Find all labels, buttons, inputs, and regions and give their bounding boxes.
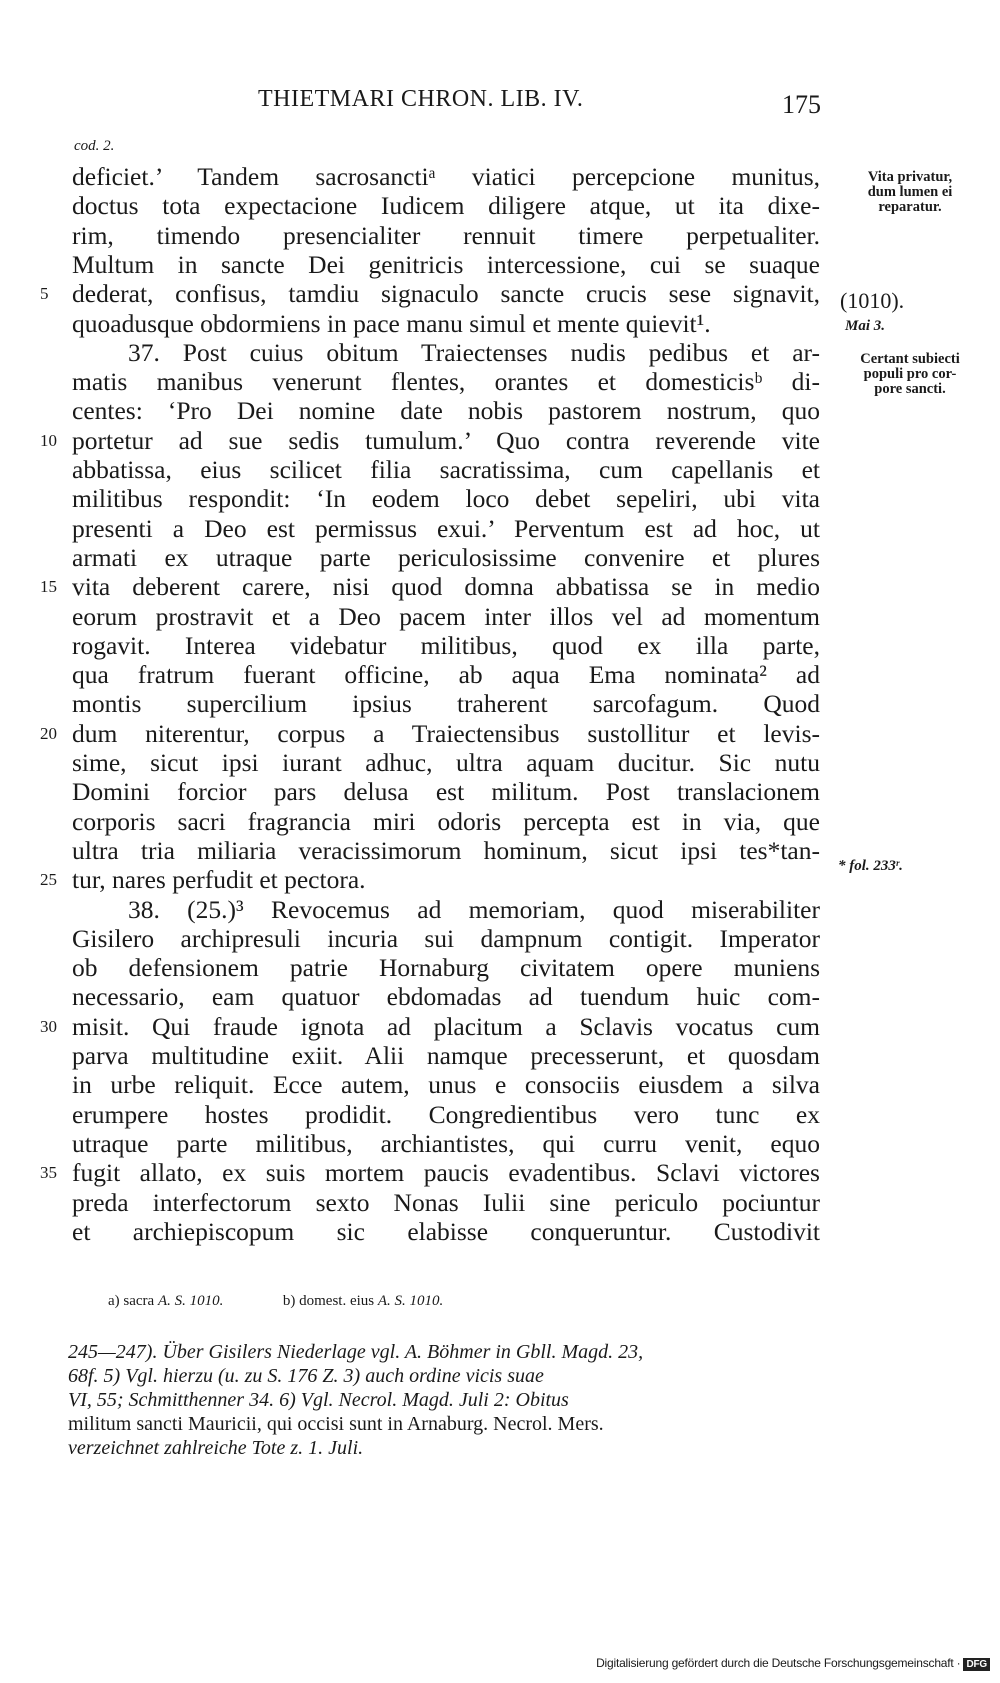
line-number: 5 (40, 284, 49, 303)
dfg-logo: DFG (963, 1658, 990, 1671)
body-line: presenti a Deo est permissus exui.’ Perventum est ad hoc, ut (72, 514, 820, 543)
body-line: matis manibus venerunt flentes, orantes et domesticisᵇ di- (72, 367, 820, 396)
body-line: Gisilero archipresuli incuria sui dampnum contigit. Imperator (72, 924, 820, 953)
line-number: 15 (40, 577, 57, 596)
body-line: ultra tria miliaria veracissimorum hominum, sicut ipsi tes*tan- (72, 836, 820, 865)
apparatus-b-label: b) domest. eius (282, 1293, 375, 1309)
body-line: 38. (25.)³ Revocemus ad memoriam, quod miserabiliter (128, 895, 820, 924)
apparatus-a-label: a) sacra (108, 1293, 155, 1309)
body-line: misit. Qui fraude ignota ad placitum a Sclavis vocatus cum (72, 1012, 820, 1041)
body-line: armati ex utraque parte periculosissime convenire et plures (72, 543, 820, 572)
body-line: tur, nares perfudit et pectora. (72, 865, 366, 894)
body-line: Multum in sancte Dei genitricis intercessione, cui se suaque (72, 250, 820, 279)
body-line: erumpere hostes prodidit. Congredientibus vero tunc ex (72, 1100, 820, 1129)
apparatus (108, 1293, 868, 1310)
body-line: ob defensionem patrie Hornaburg civitatem opere muniens (72, 953, 820, 982)
running-title: THIETMARI CHRON. LIB. IV. (258, 86, 584, 112)
margin-note-line: dum lumen ei (867, 184, 953, 200)
page-number: 175 (782, 90, 821, 119)
body-line: sime, sicut ipsi iurant adhuc, ultra aquam ducitur. Sic nutu (72, 748, 820, 777)
margin-note-line: Vita privatur, (867, 169, 953, 185)
line-number: 20 (40, 724, 57, 743)
footnote-line: verzeichnet zahlreiche Tote z. 1. Juli. (68, 1437, 364, 1459)
footnote-line: 68f. 5) Vgl. hierzu (u. zu S. 176 Z. 3) auch ordine vicis suae (68, 1365, 544, 1387)
body-line: necessario, eam quatuor ebdomadas ad tuendum huic com- (72, 982, 820, 1011)
body-line: abbatissa, eius scilicet filia sacratissima, cum capellanis et (72, 455, 820, 484)
margin-note-line: populi pro cor- (863, 366, 957, 382)
body-line: fugit allato, ex suis mortem paucis evadentibus. Sclavi victores (72, 1158, 820, 1187)
body-line: parva multitudine exiit. Alii namque precesserunt, et quosdam (72, 1041, 820, 1070)
line-number: 30 (40, 1017, 57, 1036)
body-line: portetur ad sue sedis tumulum.’ Quo contra reverende vite (72, 426, 820, 455)
margin-note-line: Certant subiecti (860, 351, 960, 367)
body-line: dum niterentur, corpus a Traiectensibus sustollitur et levis- (72, 719, 820, 748)
body-line: utraque parte militibus, archiantistes, qui curru venit, equo (72, 1129, 820, 1158)
body-line: deficiet.’ Tandem sacrosanctiᵃ viatici percepcione munitus, (72, 162, 820, 191)
body-line: Domini forcior pars delusa est militum. Post translacionem (72, 777, 820, 806)
body-line: preda interfectorum sexto Nonas Iulii sine periculo pociuntur (72, 1188, 820, 1217)
body-line: montis supercilium ipsius traherent sarcofagum. Quod (72, 689, 820, 718)
body-line: qua fratrum fuerant officine, ab aqua Ema nominata² ad (72, 660, 820, 689)
margin-date: (1010). (840, 288, 905, 313)
body-line: in urbe reliquit. Ecce autem, unus e consociis eiusdem a silva (72, 1070, 820, 1099)
footnote-line: militum sancti Mauricii, qui occisi sunt in Arnaburg. Necrol. Mers. (68, 1413, 604, 1435)
body-line: centes: ‘Pro Dei nomine date nobis pastorem nostrum, quo (72, 396, 820, 425)
line-number: 10 (40, 431, 57, 450)
body-line: quoadusque obdormiens in pace manu simul et mente quievit¹. (72, 309, 711, 338)
line-number: 25 (40, 870, 57, 889)
margin-note-line: reparatur. (878, 199, 942, 215)
credit-text: Digitalisierung gefördert durch die Deutsche Forschungsgemeinschaft · (596, 1656, 961, 1670)
margin-date-day: Mai 3. (845, 318, 886, 334)
apparatus-b-ref: A. S. 1010. (377, 1293, 444, 1309)
body-line: rogavit. Interea videbatur militibus, quod ex illa parte, (72, 631, 820, 660)
body-line: militibus respondit: ‘In eodem loco debet sepeliri, ubi vita (72, 484, 820, 513)
apparatus-a-ref: A. S. 1010. (157, 1293, 224, 1309)
body-line: 37. Post cuius obitum Traiectenses nudis pedibus et ar- (128, 338, 820, 367)
digitization-credit (596, 1656, 990, 1671)
margin-note-certant (830, 352, 990, 397)
margin-note-vita (830, 170, 990, 215)
body-line: eorum prostravit et a Deo pacem inter illos vel ad momentum (72, 602, 820, 631)
margin-note-line: pore sancti. (874, 381, 946, 397)
body-line: vita deberent carere, nisi quod domna abbatissa se in medio (72, 572, 820, 601)
codex-note: cod. 2. (74, 138, 115, 154)
body-line: rim, timendo presencialiter rennuit timere perpetualiter. (72, 221, 820, 250)
footnote-line: 245—247). Über Gisilers Niederlage vgl. A. Böhmer in Gbll. Magd. 23, (68, 1341, 644, 1363)
body-line: doctus tota expectacione Iudicem diligere atque, ut ita dixe- (72, 191, 820, 220)
folio-marker: * fol. 233ʳ. (838, 858, 903, 874)
body-line: corporis sacri fragrancia miri odoris percepta est in via, que (72, 807, 820, 836)
body-line: dederat, confisus, tamdiu signaculo sancte crucis sese signavit, (72, 279, 820, 308)
line-number: 35 (40, 1163, 57, 1182)
footnote-line: VI, 55; Schmitthenner 34. 6) Vgl. Necrol. Magd. Juli 2: Obitus (68, 1389, 569, 1411)
body-line: et archiepiscopum sic elabisse conqueruntur. Custodivit (72, 1217, 820, 1246)
page-header (0, 86, 1000, 122)
